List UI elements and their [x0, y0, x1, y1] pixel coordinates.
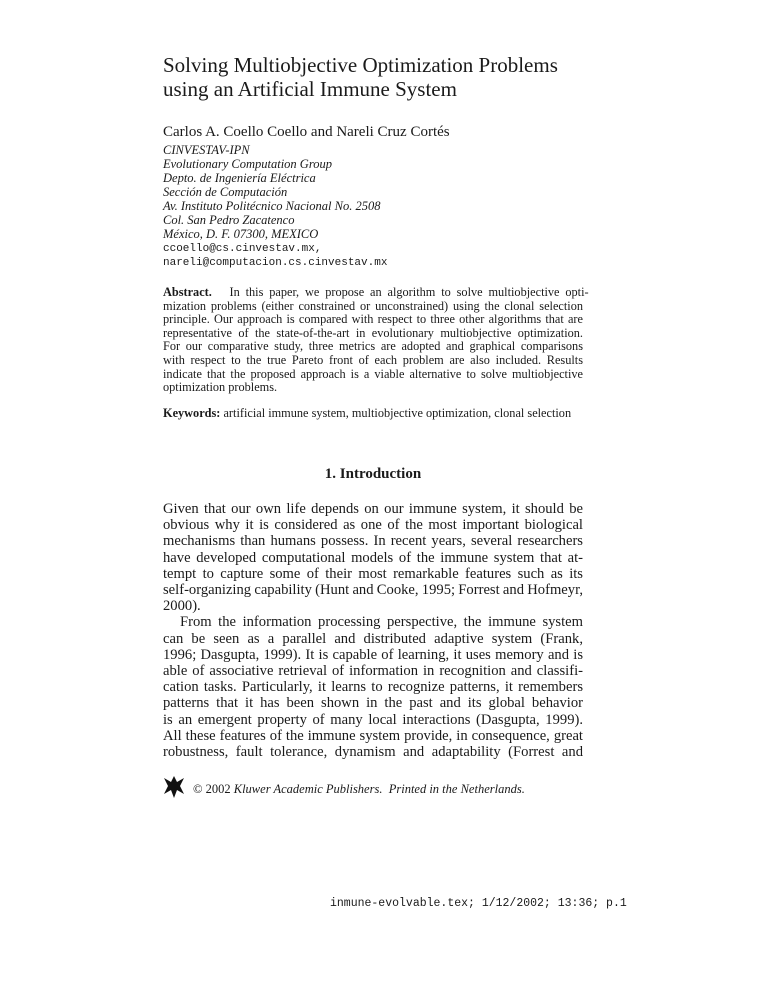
abstract-line: Abstract. In this paper, we propose an algorithm to solve multiobjective opti-: [163, 285, 589, 299]
body-line: able of associative retrieval of information in recognition and classifi-: [163, 663, 583, 679]
paper-title-line-2: using an Artificial Immune System: [163, 77, 457, 101]
body-line: 2000).: [163, 598, 201, 615]
abstract-line: principle. Our approach is compared with respect to three other algorithms that are: [163, 312, 583, 327]
abstract-label: Abstract.: [163, 285, 212, 299]
abstract-line: For our comparative study, three metrics are adopted and graphical comparisons: [163, 339, 583, 354]
body-line: can be seen as a parallel and distributed adaptive system (Frank,: [163, 630, 583, 647]
body-line: is an emergent property of many local interactions (Dasgupta, 1999).: [163, 711, 583, 728]
affiliation-line: Av. Instituto Politécnico Nacional No. 2508: [163, 199, 381, 213]
section-heading: 1. Introduction: [324, 466, 422, 482]
email-2: nareli@computacion.cs.cinvestav.mx: [163, 257, 388, 269]
abstract-line: mization problems (either constrained or unconstrained) using the clonal selection: [163, 298, 583, 313]
body-line: tempt to capture some of their most remarkable features such as its: [163, 565, 583, 582]
abstract-line: with respect to the true Pareto front of each problem are also included. Results: [163, 353, 583, 367]
body-line: obvious why it is considered as one of the most important biological: [163, 517, 583, 534]
abstract-line: optimization problems.: [163, 380, 278, 395]
file-info: inmune-evolvable.tex; 1/12/2002; 13:36; p.1: [330, 897, 627, 910]
body-line: All these features of the immune system provide, in consequence, great: [163, 727, 583, 744]
abstract-line: indicate that the proposed approach is a viable alternative to solve multiobjective: [163, 366, 583, 381]
body-line: patterns that it has been shown in the past and its global behavior: [163, 695, 583, 712]
affiliation-line: Depto. de Ingeniería Eléctrica: [163, 171, 316, 185]
paper-title-line-1: Solving Multiobjective Optimization Problems: [163, 53, 558, 77]
publisher-footer: © 2002 Kluwer Academic Publishers. Printed in the Netherlands.: [163, 778, 525, 800]
affiliation-line: Sección de Computación: [163, 185, 288, 199]
body-line: self-organizing capability (Hunt and Cooke, 1995; Forrest and Hofmeyr,: [163, 582, 583, 598]
affiliation-line: Col. San Pedro Zacatenco: [163, 213, 295, 227]
body-line: Given that our own life depends on our immune system, it should be: [163, 501, 583, 517]
abstract-line: representative of the state-of-the-art in evolutionary multiobjective optimization.: [163, 325, 583, 340]
affiliation-line: México, D. F. 07300, MEXICO: [163, 227, 319, 241]
body-line: 1996; Dasgupta, 1999). It is capable of learning, it uses memory and is: [163, 646, 583, 663]
body-line: mechanisms than humans possess. In recent years, several researchers: [163, 533, 583, 550]
keywords: Keywords: artificial immune system, multiobjective optimization, clonal selection: [163, 406, 572, 420]
body-line: have developed computational models of the immune system that at-: [163, 549, 583, 566]
affiliation-line: CINVESTAV-IPN: [163, 143, 250, 157]
body-line: robustness, fault tolerance, dynamism and adaptability (Forrest and: [163, 744, 583, 760]
body-line: From the information processing perspective, the immune system: [180, 614, 583, 631]
affiliation-line: Evolutionary Computation Group: [163, 157, 332, 171]
body-line: cation tasks. Particularly, it learns to recognize patterns, it remembers: [163, 679, 583, 696]
kluwer-logo-icon: [163, 774, 185, 800]
authors: Carlos A. Coello Coello and Nareli Cruz Cortés: [163, 124, 450, 140]
email-1: ccoello@cs.cinvestav.mx,: [163, 243, 322, 255]
